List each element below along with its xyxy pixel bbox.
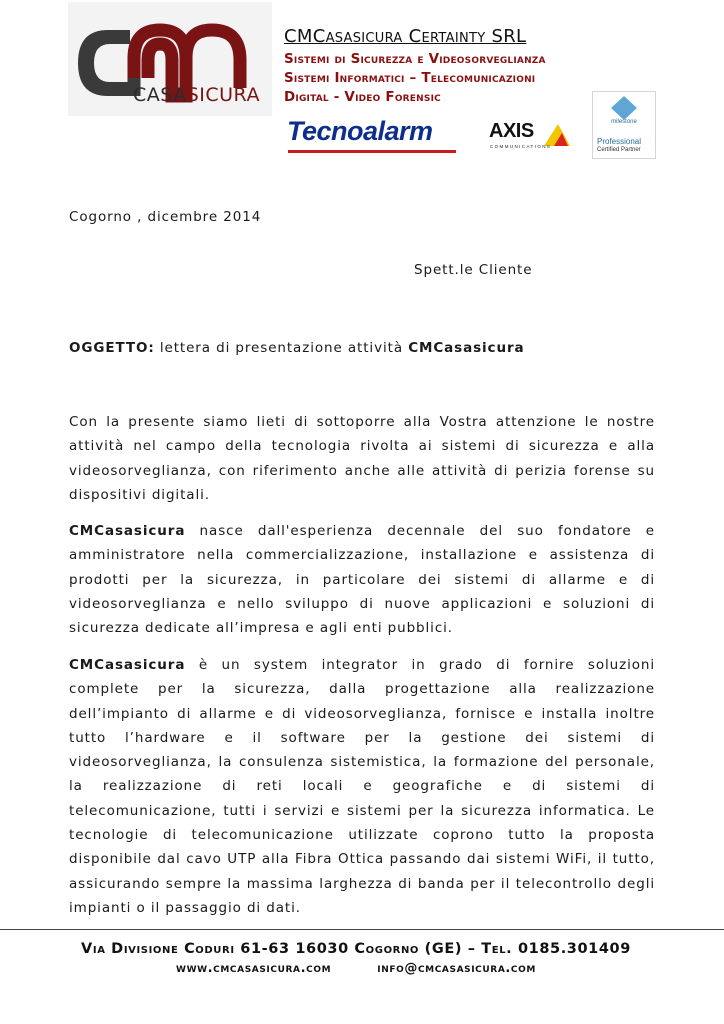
tagline-it: Sistemi Informatici – Telecomunicazioni (284, 70, 536, 86)
subject-line (69, 340, 525, 356)
milestone-certified: Certified Partner (597, 147, 641, 153)
footer-address: Via Divisione Coduri 61-63 16030 Cogorno (GE) – Tel. 0185.301409 (81, 941, 631, 957)
footer-website[interactable]: www.cmcasasicura.com (176, 961, 332, 976)
paragraph-services: CMCasasicura è un system integrator in grado di fornire soluzioni complete per la sicurezza, dalla progettazione alla realizzazione dell’impianto di allarme e di videosorveglianza, fornisce e installa inoltre tutto l’hardware e il software per la gestione dei sistemi di videosorveglianza, la consulenza sistemistica, la formazione del personale, la realizzazione di reti locali e geografiche e di sistemi di telecomunicazione, tutti i servizi e sistemi per la sicurezza informatica. Le tecnologie di telecomunicazione utilizzate coprono tutto la proposta disponibile dal cavo UTP alla Fibra Ottica passando dai sistemi WiFi, il tutto, assicurando sempre la massima larghezza di banda per il telecontrollo degli impianti o il passaggio di dati. (69, 657, 655, 916)
tagline-forensic: Digital - Video Forensic (284, 89, 441, 105)
paragraph-intro: Con la presente siamo lieti di sottoporre alla Vostra attenzione le nostre attività nel campo della tecnologia rivolta ai sistemi di sicurezza e alla videosorveglianza, con riferimento anche alle attività di perizia forense su dispositivi digitali. (69, 414, 655, 503)
subject-text: lettera di presentazione attività (154, 340, 409, 356)
subject-label: OGGETTO: (69, 340, 155, 356)
milestone-professional: Professional (597, 137, 642, 146)
footer-contacts (0, 961, 712, 976)
recipient: Spett.le Cliente (414, 262, 533, 278)
tecnoalarm-underline (288, 150, 456, 153)
logo-wordmark: CASASICURA (133, 84, 260, 106)
milestone-name: milestone (611, 119, 637, 125)
footer-email[interactable]: info@cmcasasicura.com (377, 961, 536, 976)
paragraph-company-name: CMCasasicura (69, 523, 186, 539)
tecnoalarm-logo: Tecnoalarm (287, 116, 433, 146)
milestone-partner-badge (592, 91, 656, 159)
paragraph-background: CMCasasicura nasce dall'esperienza decennale del suo fondatore e amministratore nella commercializzazione, installazione e assistenza di prodotti per la sicurezza, in particolare dei sistemi di allarme e di videosorveglianza e nello sviluppo di nuove applicazioni e soluzioni di sicurezza dedicate all’impresa e agli enti pubblici. (69, 523, 655, 637)
company-name: CMCasasicura Certainty SRL (284, 26, 527, 47)
paragraph-company-name: CMCasasicura (69, 657, 186, 673)
subject-company: CMCasasicura (408, 340, 525, 356)
date-line: Cogorno , dicembre 2014 (69, 209, 262, 225)
axis-logo: AXIS (489, 120, 534, 142)
axis-subtitle: COMMUNICATIONS (490, 144, 552, 149)
footer-divider (0, 929, 724, 930)
tagline-security: Sistemi di Sicurezza e Videosorveglianza (284, 51, 546, 67)
